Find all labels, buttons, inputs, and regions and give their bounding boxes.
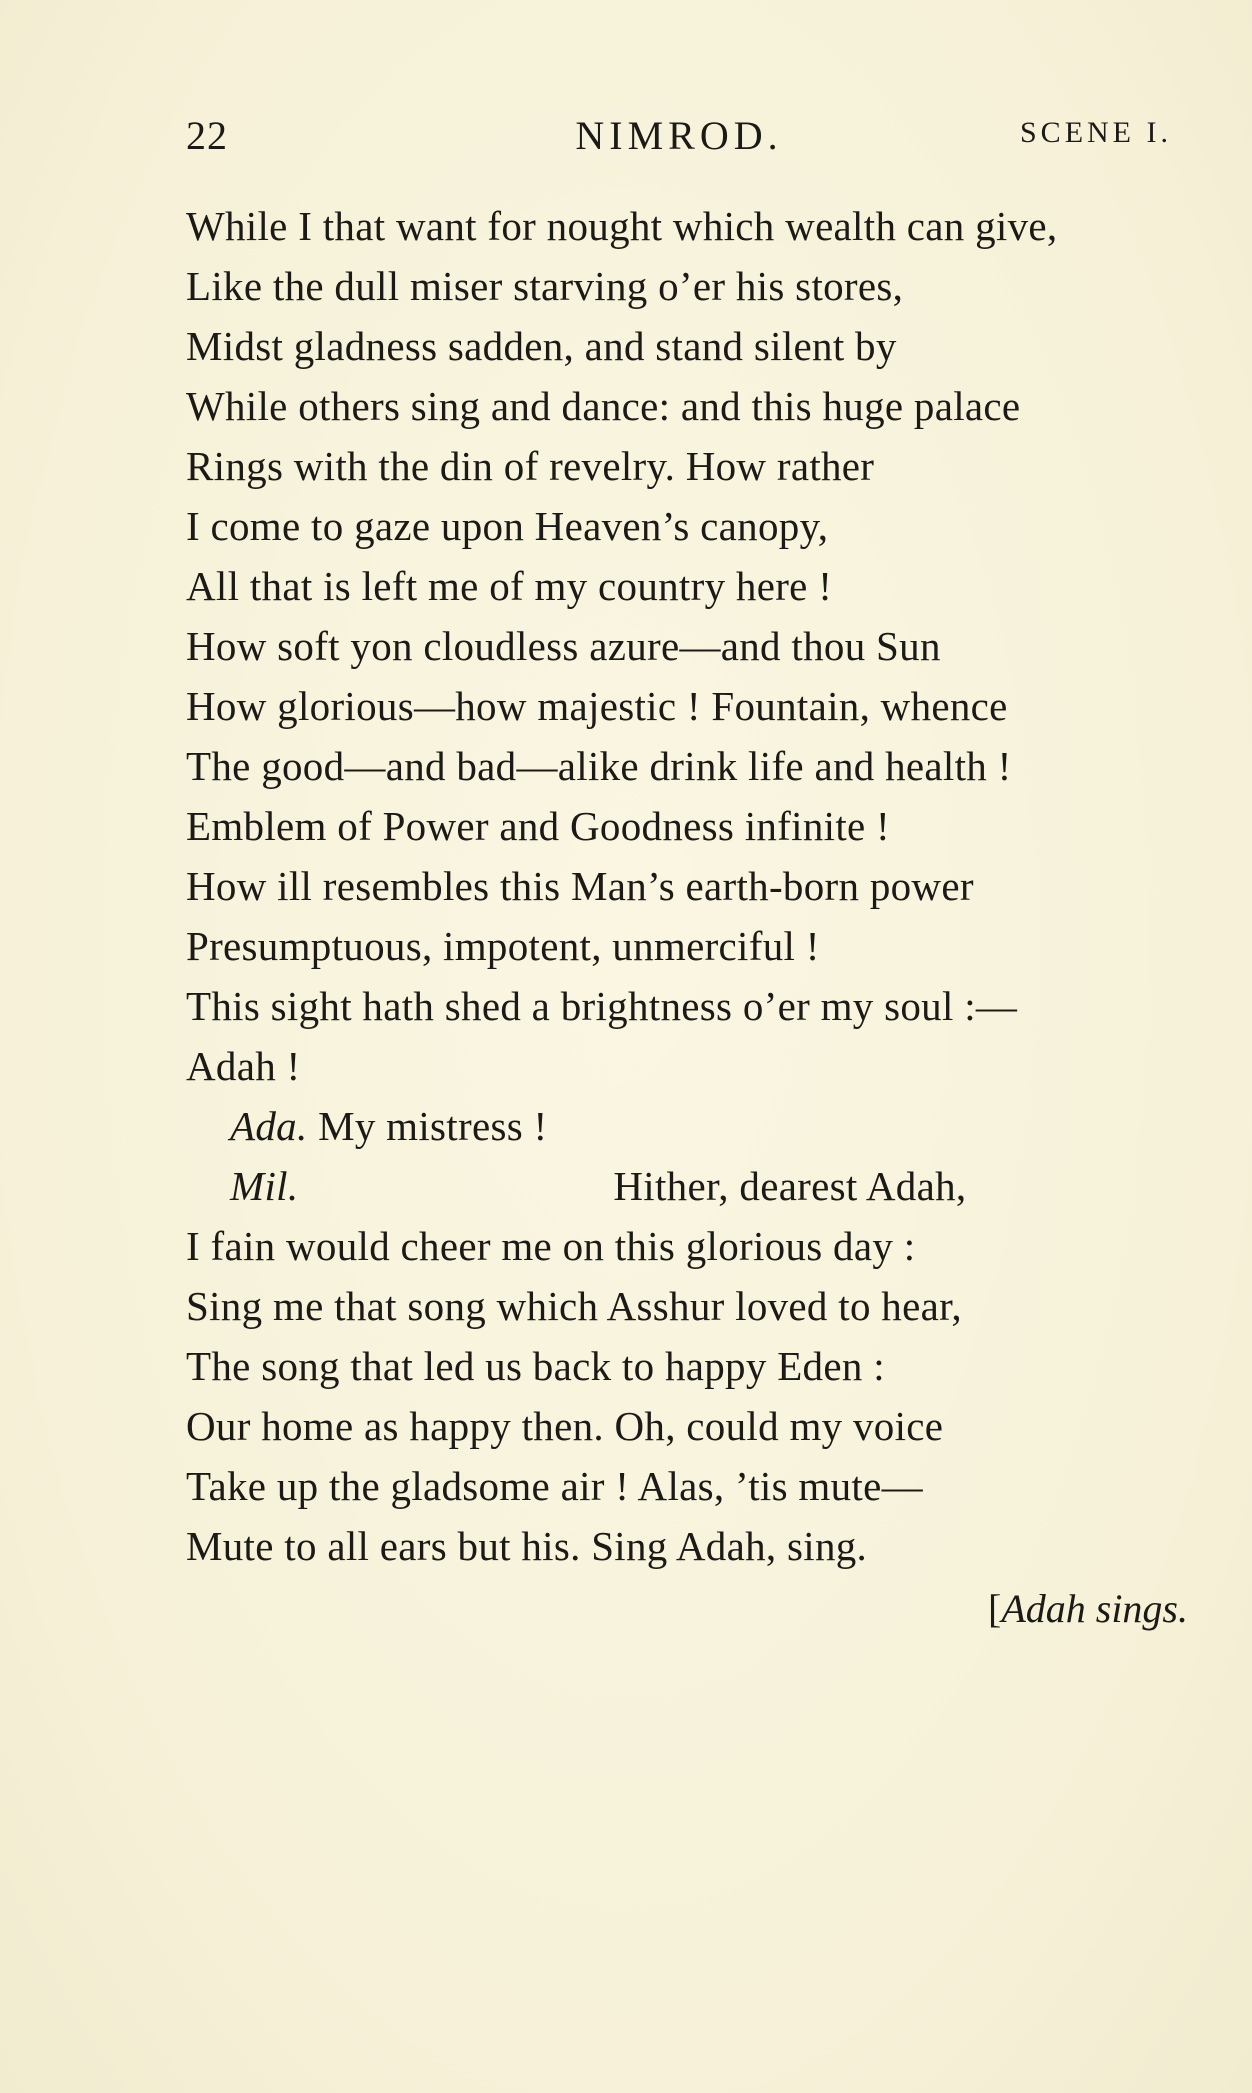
verse-line: Presumptuous, impotent, unmerciful !	[186, 923, 820, 969]
verse-line: How ill resembles this Man’s earth-born power	[186, 863, 974, 909]
stage-direction-bracket: [	[987, 1586, 1002, 1631]
verse-line: How glorious—how majestic ! Fountain, whence	[186, 683, 1008, 729]
verse-line: Like the dull miser starving o’er his stores,	[186, 263, 904, 309]
verse-line: While I that want for nought which wealth can give,	[186, 203, 1058, 249]
verse-line: Take up the gladsome air ! Alas, ’tis mute—	[186, 1463, 923, 1509]
verse-line: Our home as happy then. Oh, could my voice	[186, 1403, 944, 1449]
verse-line: While others sing and dance: and this huge palace	[186, 383, 1021, 429]
verse-line: Midst gladness sadden, and stand silent by	[186, 323, 897, 369]
verse-line: Emblem of Power and Goodness infinite !	[186, 803, 891, 849]
dialogue-text: My mistress !	[318, 1103, 548, 1149]
verse-line: I come to gaze upon Heaven’s canopy,	[186, 503, 829, 549]
speaker-name: Mil.	[230, 1163, 299, 1209]
verse-line: All that is left me of my country here !	[186, 563, 833, 609]
page-number: 22	[186, 113, 228, 158]
running-title: NIMROD.	[575, 113, 783, 158]
verse-line: Adah !	[186, 1043, 301, 1089]
verse-line: Sing me that song which Asshur loved to hear,	[186, 1283, 962, 1329]
running-header	[186, 112, 1172, 162]
verse-line: The good—and bad—alike drink life and health !	[186, 743, 1012, 789]
dialogue-text: Hither, dearest Adah,	[613, 1163, 967, 1209]
dialogue-line-ada	[186, 1096, 1186, 1156]
scene-label: SCENE I.	[1020, 116, 1172, 149]
dialogue-line-mil	[186, 1156, 1186, 1216]
verse-line: This sight hath shed a brightness o’er my soul :—	[186, 983, 1018, 1029]
stage-direction	[988, 1585, 1188, 1632]
verse-line: I fain would cheer me on this glorious day :	[186, 1223, 916, 1269]
verse-line: The song that led us back to happy Eden :	[186, 1343, 885, 1389]
verse-text	[186, 196, 1186, 1576]
verse-line: Mute to all ears but his. Sing Adah, sing.	[186, 1523, 868, 1569]
speaker-name: Ada.	[230, 1103, 308, 1149]
verse-line: Rings with the din of revelry. How rather	[186, 443, 875, 489]
stage-direction-text: Adah sings.	[1001, 1586, 1188, 1631]
verse-line: How soft yon cloudless azure—and thou Sun	[186, 623, 941, 669]
